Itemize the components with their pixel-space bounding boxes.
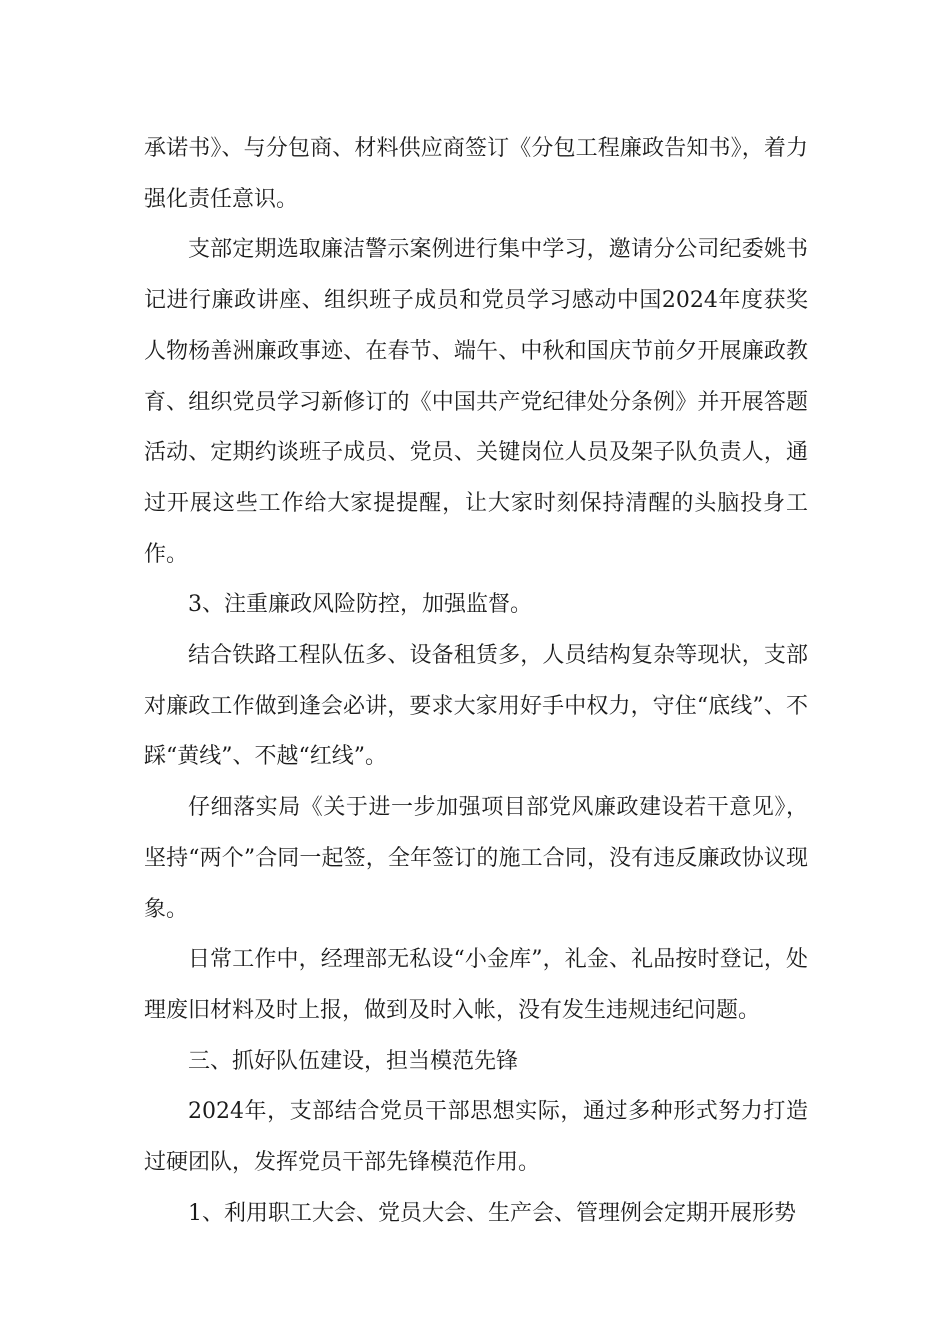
document-body [144, 124, 808, 1239]
paragraph-9: 1、利用职工大会、党员大会、生产会、管理例会定期开展形势 [188, 1200, 796, 1226]
paragraph-3-heading: 3、注重廉政风险防控，加强监督。 [188, 592, 532, 618]
paragraph-5: 仔细落实局《关于进一步加强项目部党风廉政建设若干意见》，坚持“两个”合同一起签，全年签订的施工合同，没有违反廉政协议现象。 [144, 795, 808, 922]
paragraph-8: 2024年，支部结合党员干部思想实际，通过多种形式努力打造过硬团队，发挥党员干部先锋模范作用。 [144, 1099, 808, 1176]
paragraph-1: 承诺书》、与分包商、材料供应商签订《分包工程廉政告知书》，着力强化责任意识。 [144, 136, 808, 212]
paragraph-4: 结合铁路工程队伍多、设备租赁多，人员结构复杂等现状，支部对廉政工作做到逢会必讲，要求大家用好手中权力，守住“底线”、不踩“黄线”、不越“红线”。 [144, 643, 808, 770]
section-heading-3: 三、抓好队伍建设，担当模范先锋 [188, 1048, 519, 1074]
paragraph-2: 支部定期选取廉洁警示案例进行集中学习，邀请分公司纪委姚书记进行廉政讲座、组织班子成员和党员学习感动中国2024年度获奖人物杨善洲廉政事迹、在春节、端午、中秋和国庆节前夕开展廉政教育、组织党员学习新修订的《中国共产党纪律处分条例》并开展答题活动、定期约谈班子成员、党员、关键岗位人员及架子队负责人，通过开展这些工作给大家提提醒，让大家时刻保持清醒的头脑投身工作。 [144, 237, 808, 567]
paragraph-6: 日常工作中，经理部无私设“小金库”，礼金、礼品按时登记，处理废旧材料及时上报，做到及时入帐，没有发生违规违纪问题。 [144, 947, 808, 1023]
